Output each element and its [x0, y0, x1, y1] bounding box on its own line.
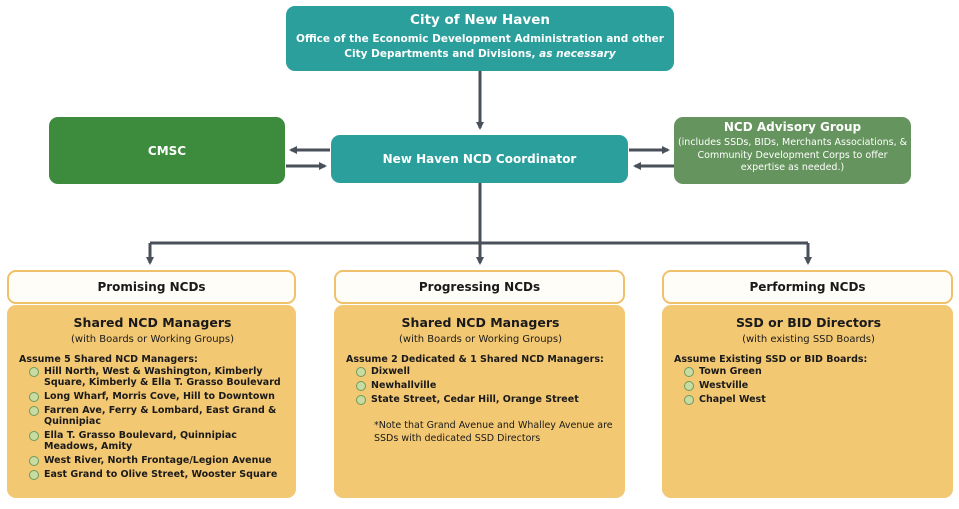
tier-title: Shared NCD Managers [401, 315, 560, 330]
cmsc-box [49, 117, 285, 184]
tier-assumption: Assume 2 Dedicated & 1 Shared NCD Managers: [346, 354, 604, 365]
list-item [29, 366, 286, 388]
tier-item-list [684, 366, 943, 405]
list-item-text: Dixwell [371, 366, 411, 377]
bullet-icon [356, 367, 366, 377]
city-subtitle-text: Office of the Economic Development Administration and other City Departments and Divisions, [296, 33, 664, 60]
list-item-text: Town Green [699, 366, 762, 377]
tier-subtitle: (with existing SSD Boards) [742, 334, 875, 345]
city-subtitle-italic: as necessary [539, 48, 616, 60]
bullet-icon [356, 395, 366, 405]
list-item [356, 394, 615, 405]
bullet-icon [684, 367, 694, 377]
bullet-icon [29, 392, 39, 402]
list-item-text: Newhallville [371, 380, 437, 391]
list-item [29, 455, 286, 466]
tier-item-list [356, 366, 615, 405]
list-item [29, 405, 286, 427]
list-item-text: Westville [699, 380, 749, 391]
list-item-text: East Grand to Olive Street, Wooster Square [44, 469, 278, 480]
list-item [684, 366, 943, 377]
list-item [29, 391, 286, 402]
cmsc-label: CMSC [147, 143, 187, 158]
tier-heading-label: Performing NCDs [749, 280, 866, 294]
tier-heading-promising [7, 270, 296, 304]
bullet-icon [29, 367, 39, 377]
tier-item-list [29, 366, 286, 480]
tier-heading-label: Promising NCDs [97, 280, 206, 294]
list-item [29, 430, 286, 452]
list-item [684, 394, 943, 405]
tier-title: Shared NCD Managers [73, 315, 232, 330]
list-item-text: Ella T. Grasso Boulevard, Quinnipiac Meadows, Amity [44, 430, 237, 452]
city-of-new-haven-box [286, 6, 674, 71]
bullet-icon [29, 470, 39, 480]
tier-body-performing [662, 305, 953, 498]
tier-body-promising [7, 305, 296, 498]
tier-heading-progressing [334, 270, 625, 304]
tier-heading-label: Progressing NCDs [418, 280, 541, 294]
city-subtitle [286, 32, 674, 62]
list-item [356, 366, 615, 377]
tier-title: SSD or BID Directors [735, 315, 882, 330]
coordinator-label: New Haven NCD Coordinator [382, 152, 577, 166]
bullet-icon [29, 406, 39, 416]
list-item-text: West River, North Frontage/Legion Avenue [44, 455, 272, 466]
list-item [684, 380, 943, 391]
tier-heading-performing [662, 270, 953, 304]
coordinator-box [331, 135, 628, 183]
bullet-icon [29, 431, 39, 441]
advisory-group-box [674, 117, 911, 184]
bullet-icon [684, 381, 694, 391]
tier-body-progressing [334, 305, 625, 498]
list-item [356, 380, 615, 391]
list-item-text: State Street, Cedar Hill, Orange Street [371, 394, 579, 405]
bullet-icon [684, 395, 694, 405]
bullet-icon [29, 456, 39, 466]
tier-subtitle: (with Boards or Working Groups) [398, 334, 562, 345]
tier-assumption: Assume Existing SSD or BID Boards: [674, 354, 868, 365]
list-item-text: Hill North, West & Washington, Kimberly Square, Kimberly & Ella T. Grasso Boulevard [44, 366, 281, 388]
list-item [29, 469, 286, 480]
bullet-icon [356, 381, 366, 391]
city-title: City of New Haven [410, 12, 550, 28]
list-item-text: Farren Ave, Ferry & Lombard, East Grand & Quinnipiac [44, 405, 277, 427]
tier-note: *Note that Grand Avenue and Whalley Avenue are SSDs with dedicated SSD Directors [374, 420, 613, 444]
advisory-description: (includes SSDs, BIDs, Merchants Associations, & Community Development Corps to offer expertise as needed.) [677, 137, 908, 173]
tier-subtitle: (with Boards or Working Groups) [70, 334, 234, 345]
advisory-title: NCD Advisory Group [723, 120, 862, 134]
list-item-text: Long Wharf, Morris Cove, Hill to Downtown [44, 391, 275, 402]
list-item-text: Chapel West [699, 394, 766, 405]
tier-assumption: Assume 5 Shared NCD Managers: [19, 354, 198, 365]
